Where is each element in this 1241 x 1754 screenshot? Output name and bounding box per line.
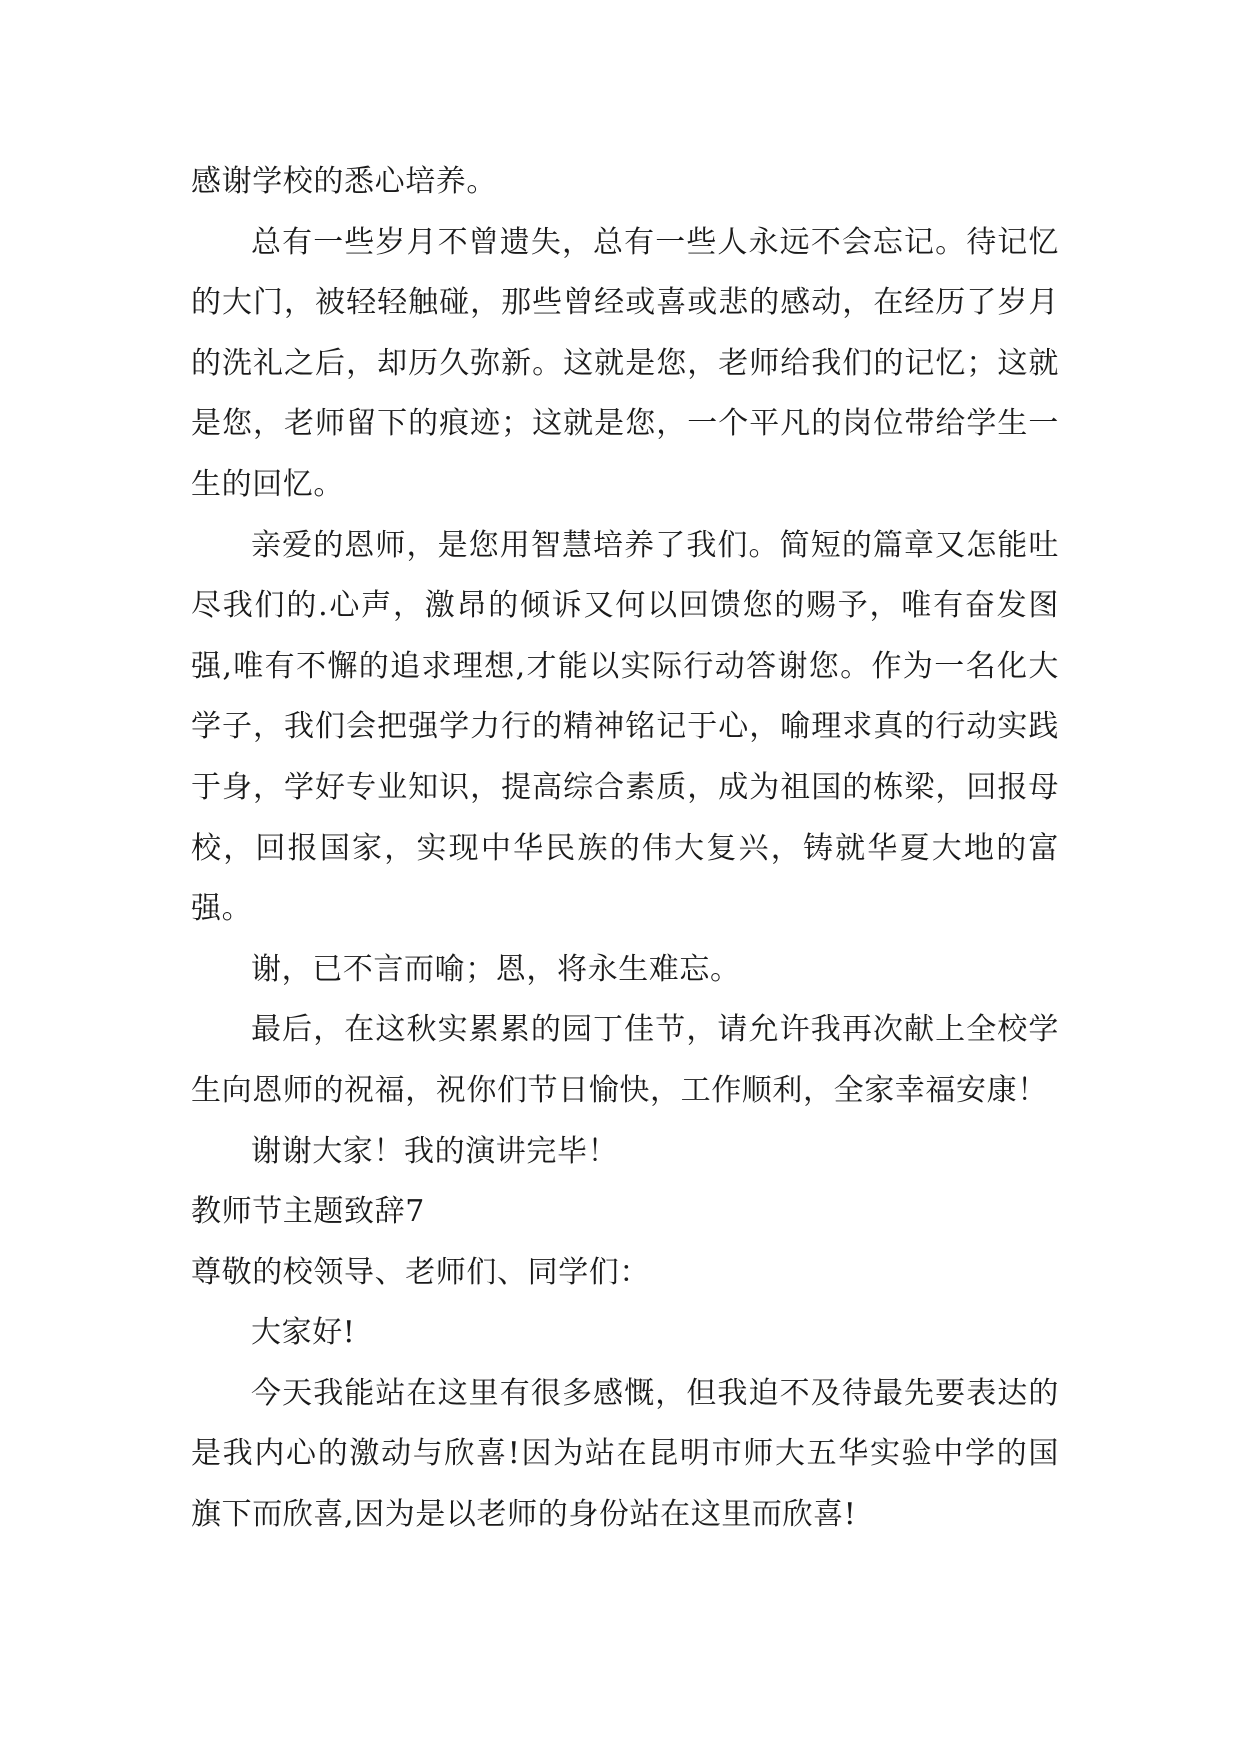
greeting: 大家好! — [251, 1315, 356, 1351]
paragraph: 谢谢大家！我的演讲完毕！ — [251, 1133, 619, 1169]
paragraph: 感谢学校的悉心培养。 — [191, 164, 497, 199]
paragraph: 最后，在这秋实累累的园丁佳节，请允许我再次献上全校学生向恩师的祝福，祝你们节日愉快，工作顺利，全家幸福安康！ — [191, 1012, 1059, 1108]
paragraph: 今天我能站在这里有很多感慨，但我迫不及待最先要表达的是我内心的激动与欣喜!因为站在昆明市师大五华实验中学的国旗下而欣喜,因为是以老师的身份站在这里而欣喜! — [191, 1375, 1059, 1533]
paragraph: 总有一些岁月不曾遗失，总有一些人永远不会忘记。待记忆的大门，被轻轻触碰，那些曾经或喜或悲的感动，在经历了岁月的洗礼之后，却历久弥新。这就是您，老师给我们的记忆；这就是您，老师留下的痕迹；这就是您，一个平凡的岗位带给学生一生的回忆。 — [191, 224, 1059, 502]
salutation: 尊敬的校领导、老师们、同学们： — [191, 1254, 650, 1290]
section-title: 教师节主题致辞7 — [191, 1194, 425, 1230]
paragraph: 亲爱的恩师，是您用智慧培养了我们。简短的篇章又怎能吐尽我们的.心声，激昂的倾诉又何以回馈您的赐予，唯有奋发图强,唯有不懈的追求理想,才能以实际行动答谢您。作为一名化大学子，我们会把强学力行的精神铭记于心，喻理求真的行动实践于身，学好专业知识，提高综合素质，成为祖国的栋梁，回报母校，回报国家，实现中华民族的伟大复兴，铸就华夏大地的富强。 — [191, 527, 1059, 927]
paragraph: 谢，已不言而喻；恩，将永生难忘。 — [251, 951, 741, 987]
document-body — [191, 152, 1059, 1546]
